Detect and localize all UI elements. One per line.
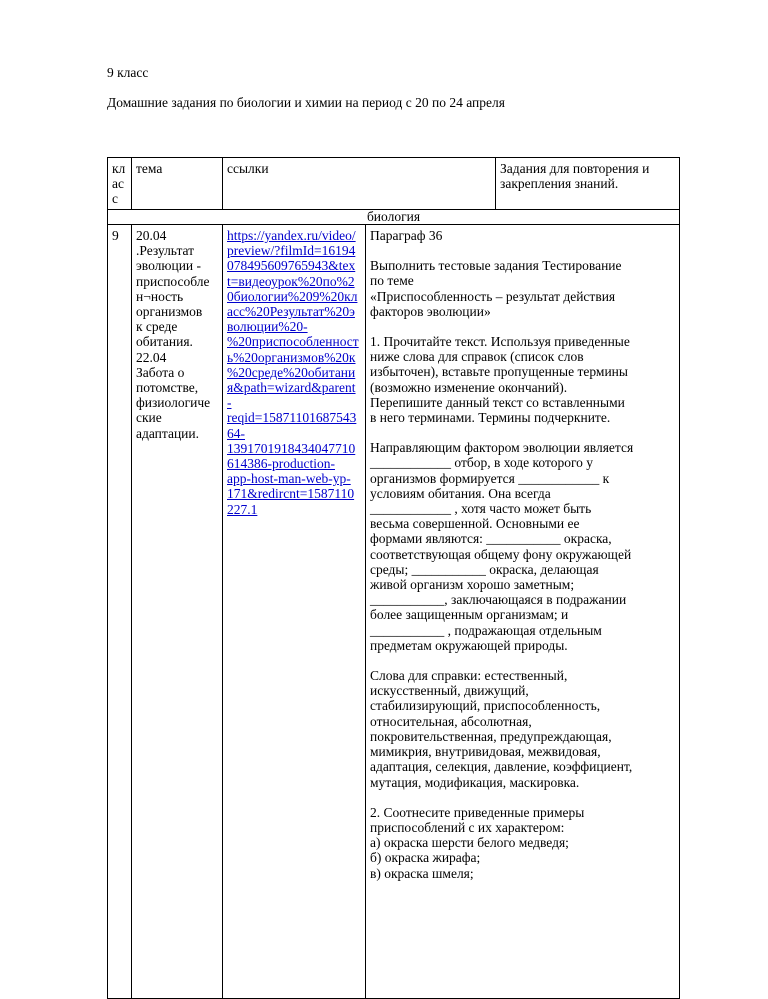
subject-label: биология bbox=[108, 210, 680, 225]
task-paragraph bbox=[370, 805, 677, 881]
task-line: предметам окружающей природы. bbox=[370, 637, 568, 653]
task-line: ___________ , подражающая отдельным bbox=[370, 622, 602, 638]
cell-class: 9 bbox=[108, 225, 132, 999]
task-line: Слова для справки: естественный, bbox=[370, 668, 568, 684]
video-link[interactable]: 614386-production- bbox=[227, 456, 335, 472]
header-tasks-line: Задания для повторения и bbox=[500, 161, 650, 176]
task-line: по теме bbox=[370, 273, 414, 289]
task-line: Направляющим фактором эволюции является bbox=[370, 440, 634, 456]
video-link[interactable]: 0биологии%209%20кл bbox=[227, 288, 358, 304]
task-line: ____________ отбор, в ходе которого у bbox=[370, 455, 594, 471]
task-line: ____________ , хотя часто может быть bbox=[370, 501, 592, 517]
video-link[interactable]: preview/?filmId=16194 bbox=[227, 243, 356, 259]
task-line: среды; ___________ окраска, делающая bbox=[370, 561, 599, 577]
topic-line: н¬ность bbox=[136, 288, 184, 304]
task-line: мимикрия, внутривидовая, межвидовая, bbox=[370, 744, 601, 760]
task-line: живой организм хорошо заметным; bbox=[370, 577, 575, 593]
task-line: мутация, модификация, маскировка. bbox=[370, 774, 580, 790]
topic-line: Забота о bbox=[136, 364, 185, 380]
task-line: «Приспособленность – результат действия bbox=[370, 288, 616, 304]
task-line: искусственный, движущий, bbox=[370, 683, 529, 699]
cell-links[interactable] bbox=[223, 225, 366, 999]
cell-tasks bbox=[366, 225, 680, 999]
task-line: стабилизирующий, приспособленность, bbox=[370, 698, 601, 714]
header-tasks-line: закрепления знаний. bbox=[500, 176, 619, 192]
video-link[interactable]: t=видеоурок%20по%2 bbox=[227, 273, 355, 289]
subject-row bbox=[108, 210, 680, 225]
header-class-line: с bbox=[112, 191, 118, 207]
table-row bbox=[108, 225, 680, 999]
task-line: в него терминами. Термины подчеркните. bbox=[370, 410, 611, 426]
grade-label: 9 класс bbox=[107, 65, 149, 80]
task-line: более защищенным организмам; и bbox=[370, 607, 569, 623]
video-link[interactable]: волюции%20- bbox=[227, 319, 308, 335]
video-link[interactable]: я&path=wizard&parent bbox=[227, 380, 356, 396]
header-topic: тема bbox=[132, 158, 223, 210]
table-header-row bbox=[108, 158, 680, 210]
task-paragraph bbox=[370, 334, 677, 425]
header-class-line: ас bbox=[112, 176, 124, 192]
video-link[interactable]: - bbox=[227, 395, 232, 411]
video-link[interactable]: 227.1 bbox=[227, 501, 258, 517]
task-line: приспособлений с их характером: bbox=[370, 819, 565, 835]
topic-line: эволюции - bbox=[136, 258, 202, 274]
header-links: ссылки bbox=[223, 158, 496, 210]
task-line: в) окраска шмеля; bbox=[370, 865, 474, 881]
topic-line: ские bbox=[136, 410, 162, 426]
task-line: покровительственная, предупреждающая, bbox=[370, 728, 612, 744]
task-line: 2. Соотнесите приведенные примеры bbox=[370, 804, 585, 820]
task-line: формами являются: ___________ окраска, bbox=[370, 531, 612, 547]
video-link[interactable]: 078495609765943&tex bbox=[227, 258, 356, 274]
header-class-line: кл bbox=[112, 161, 126, 176]
topic-line: .Результат bbox=[136, 243, 195, 259]
homework-table bbox=[107, 157, 680, 999]
task-paragraph bbox=[370, 440, 677, 653]
task-line: 1. Прочитайте текст. Используя приведенные bbox=[370, 334, 630, 350]
task-line: весьма совершенной. Основными ее bbox=[370, 516, 580, 532]
video-link[interactable]: %20среде%20обитани bbox=[227, 364, 356, 380]
video-link[interactable]: https://yandex.ru/video/ bbox=[227, 228, 356, 243]
video-link[interactable]: app-host-man-web-yp- bbox=[227, 471, 351, 487]
video-link[interactable]: 64- bbox=[227, 425, 245, 441]
task-line: Параграф 36 bbox=[370, 228, 443, 243]
page-title: Домашние задания по биологии и химии на период с 20 по 24 апреля bbox=[107, 95, 505, 110]
task-line: условиям обитания. Она всегда bbox=[370, 485, 551, 501]
task-line: Перепишите данный текст со вставленными bbox=[370, 394, 625, 410]
header-class bbox=[108, 158, 132, 210]
topic-line: адаптации. bbox=[136, 425, 200, 441]
task-line: б) окраска жирафа; bbox=[370, 850, 481, 866]
task-line: избыточен), вставьте пропущенные термины bbox=[370, 364, 628, 380]
topic-line: обитания. bbox=[136, 334, 193, 350]
task-paragraph bbox=[370, 258, 677, 319]
topic-line: к среде bbox=[136, 319, 178, 335]
topic-line: физиологиче bbox=[136, 395, 211, 411]
video-link[interactable]: 1391701918434047710 bbox=[227, 440, 356, 456]
topic-line: 20.04 bbox=[136, 228, 167, 243]
task-paragraph bbox=[370, 228, 677, 243]
video-link[interactable]: 171&redircnt=1587110 bbox=[227, 486, 355, 502]
task-line: адаптация, селекция, давление, коэффициент, bbox=[370, 759, 633, 775]
topic-line: организмов bbox=[136, 304, 203, 320]
task-line: а) окраска шерсти белого медведя; bbox=[370, 835, 569, 851]
video-link[interactable]: reqid=15871101687543 bbox=[227, 410, 357, 426]
task-line: ниже слова для справок (список слов bbox=[370, 349, 584, 365]
task-line: соответствующая общему фону окружающей bbox=[370, 546, 632, 562]
task-line: относительная, абсолютная, bbox=[370, 713, 532, 729]
topic-line: 22.04 bbox=[136, 349, 167, 365]
task-line: Выполнить тестовые задания Тестирование bbox=[370, 258, 622, 274]
topic-line: потомстве, bbox=[136, 380, 199, 396]
task-line: (возможно изменение окончаний). bbox=[370, 379, 568, 395]
video-link[interactable]: асс%20Результат%20э bbox=[227, 304, 355, 320]
header-tasks bbox=[496, 158, 680, 210]
task-line: факторов эволюции» bbox=[370, 303, 491, 319]
task-line: организмов формируется ____________ к bbox=[370, 470, 610, 486]
video-link[interactable]: %20приспособленност bbox=[227, 334, 359, 350]
cell-topic bbox=[132, 225, 223, 999]
topic-line: приспособле bbox=[136, 273, 210, 289]
task-paragraph bbox=[370, 668, 677, 790]
task-line: ___________, заключающаяся в подражании bbox=[370, 592, 627, 608]
video-link[interactable]: ь%20организмов%20к bbox=[227, 349, 356, 365]
